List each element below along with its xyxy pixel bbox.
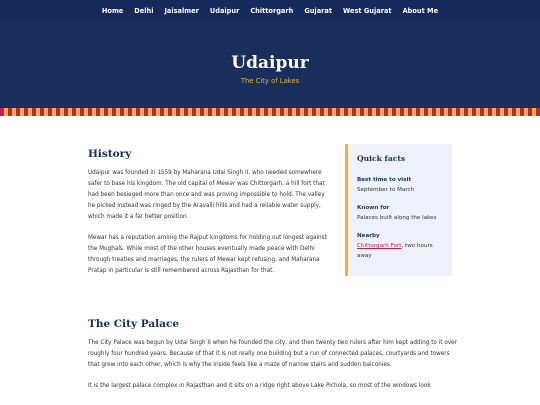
nav-link-home[interactable]: Home bbox=[101, 7, 124, 15]
nav-link-udaipur[interactable]: Udaipur bbox=[209, 7, 240, 15]
fact-label: Best time to visit bbox=[357, 177, 412, 183]
city-palace-paragraph-2: It is the largest palace complex in Rajasthan and it sits on a ridge right above Lake Pichola, so most of the windows look bbox=[88, 383, 431, 389]
fact-label: Nearby bbox=[357, 233, 380, 239]
fact-known-for bbox=[357, 203, 444, 223]
fact-nearby-rest: , two hours away bbox=[357, 243, 433, 259]
history-section bbox=[88, 148, 333, 287]
nav-link-delhi[interactable]: Delhi bbox=[134, 7, 154, 15]
fact-best-time bbox=[357, 175, 444, 195]
history-p1-emphasis: Mewar bbox=[216, 181, 236, 187]
history-paragraph-2: Mewar has a reputation among the Rajput kingdoms for holding out longest against the Mughals. While most of the other houses eventually made peace with Delhi through treaties and marriages, the rulers of Mewar kept refusing, and Maharana Pratap in particular is still remembered across Rajasthan for that. bbox=[88, 235, 327, 274]
fact-label: Known for bbox=[357, 205, 390, 211]
nav-link-jaisalmer[interactable]: Jaisalmer bbox=[164, 7, 199, 15]
page-subtitle: The City of Lakes bbox=[240, 77, 300, 85]
history-heading: History bbox=[88, 148, 132, 160]
nav-link-gujarat[interactable]: Gujarat bbox=[304, 7, 332, 15]
quick-facts-panel bbox=[345, 144, 452, 276]
chittorgarh-fort-link[interactable]: Chittorgarh Fort bbox=[357, 243, 402, 249]
page-title: Udaipur bbox=[231, 53, 309, 73]
history-p1-text-b: was Chittorgarh, a hill fort that had been besieged more than once and was proving impossible to hold. The valley he picked instead was ringed by the Aravalli hills and had a reliable water supply, which made it a far better position. bbox=[88, 181, 325, 220]
fact-value: Palaces built along the lakes bbox=[357, 215, 437, 221]
nav-link-west-gujarat[interactable]: West Gujarat bbox=[343, 7, 392, 15]
quick-facts-heading: Quick facts bbox=[357, 154, 406, 163]
fact-value: September to March bbox=[357, 187, 415, 193]
top-navigation bbox=[0, 0, 540, 22]
hero-banner bbox=[0, 22, 540, 108]
history-p1-text-a: Udaipur was founded in 1559 by Maharana Udai Singh II, who needed somewhere safer to base his kingdom. The old capital of bbox=[88, 170, 322, 187]
history-paragraph-1 bbox=[88, 168, 333, 223]
nav-link-chittorgarh[interactable]: Chittorgarh bbox=[250, 7, 294, 15]
city-palace-paragraph-1: The City Palace was begun by Udai Singh II when he founded the city, and then twenty two rulers after him kept adding to it over roughly four hundred years. Because of that it is not really one building but a run of connected palaces, courtyards and towers that grew into each other, which is why the inside feels like a maze of narrow stairs and sudden balconies. bbox=[88, 340, 458, 368]
fact-value bbox=[357, 241, 444, 261]
decorative-stripe bbox=[0, 108, 540, 116]
fact-nearby bbox=[357, 231, 444, 261]
city-palace-section bbox=[88, 318, 458, 402]
city-palace-heading: The City Palace bbox=[88, 318, 180, 330]
nav-link-about-me[interactable]: About Me bbox=[402, 7, 439, 15]
